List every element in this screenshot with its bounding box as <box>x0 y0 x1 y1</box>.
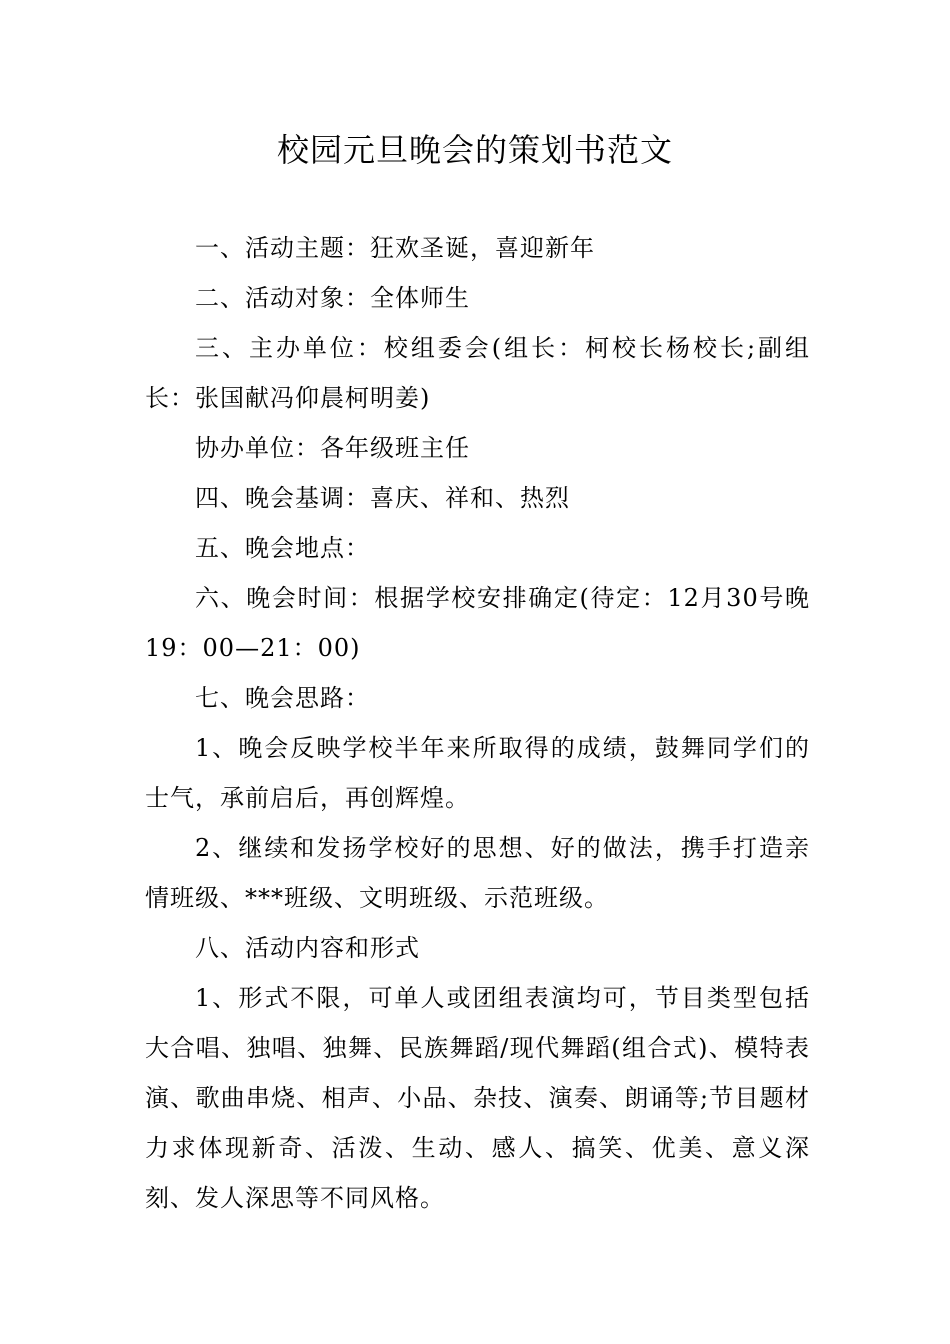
document-body <box>145 223 810 1223</box>
section-theme: 一、活动主题：狂欢圣诞，喜迎新年 <box>195 234 595 262</box>
section-venue: 五、晚会地点： <box>195 534 370 562</box>
section-organizer: 三、主办单位：校组委会(组长：柯校长杨校长;副组长：张国献冯仰晨柯明姜) <box>145 334 810 412</box>
document-title: 校园元旦晚会的策划书范文 <box>276 131 673 169</box>
section-ideas-heading: 七、晚会思路： <box>195 684 370 712</box>
section-time: 六、晚会时间：根据学校安排确定(待定：12月30号晚19：00—21：00) <box>145 584 810 662</box>
ideas-item-2: 2、继续和发扬学校好的思想、好的做法，携手打造亲情班级、***班级、文明班级、示范班级。 <box>145 834 810 912</box>
section-audience: 二、活动对象：全体师生 <box>195 284 470 312</box>
content-item-1: 1、形式不限，可单人或团组表演均可，节目类型包括大合唱、独唱、独舞、民族舞蹈/现代舞蹈(组合式)、模特表演、歌曲串烧、相声、小品、杂技、演奏、朗诵等;节目题材力求体现新奇、活泼、生动、感人、搞笑、优美、意义深刻、发人深思等不同风格。 <box>145 984 810 1212</box>
section-tone: 四、晚会基调：喜庆、祥和、热烈 <box>195 484 570 512</box>
section-co-organizer: 协办单位：各年级班主任 <box>195 434 470 462</box>
ideas-item-1: 1、晚会反映学校半年来所取得的成绩，鼓舞同学们的士气，承前启后，再创辉煌。 <box>145 734 810 812</box>
section-content-heading: 八、活动内容和形式 <box>195 934 420 962</box>
